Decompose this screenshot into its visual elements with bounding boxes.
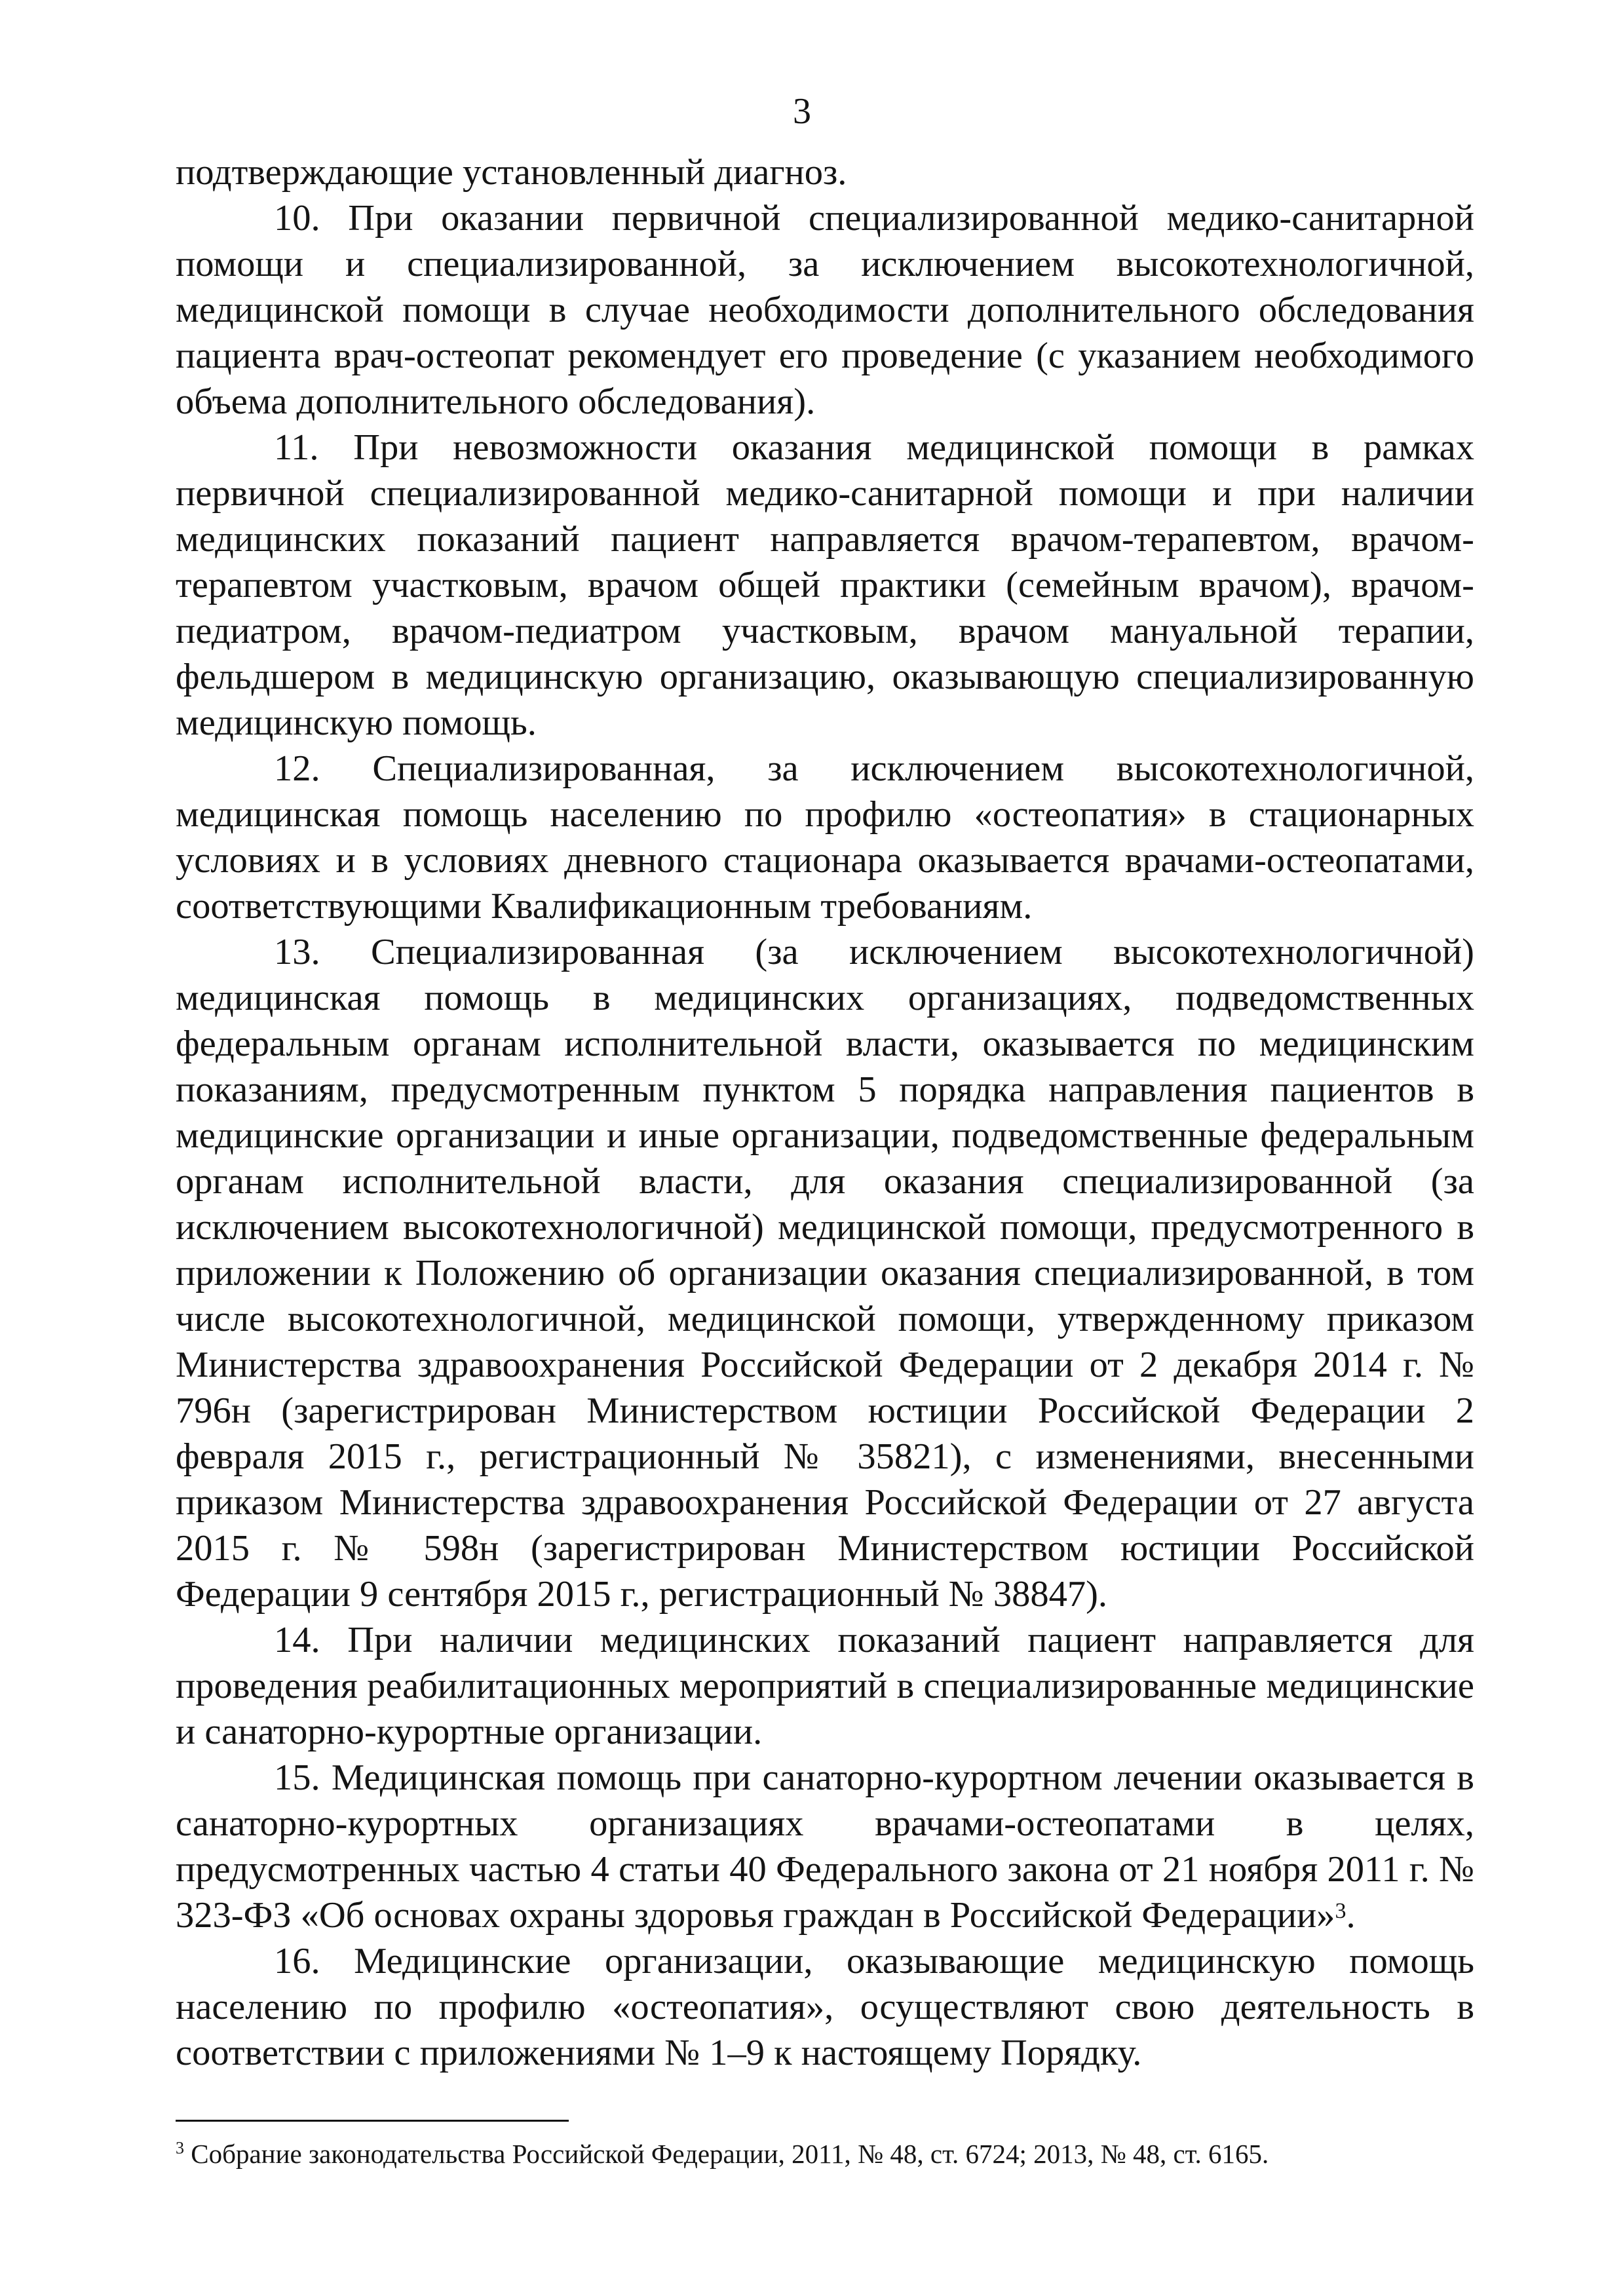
paragraph-15-tail: . [1346, 1895, 1356, 1936]
paragraph-10: 10. При оказании первичной специализированной медико-санитарной помощи и специализированной, за исключением высокотехнологичной, медицинской помощи в случае необходимости дополнительного обследования пациента врач-остеопат рекомендует его проведение (с указанием необходимого объема дополнительного обследования). [176, 198, 1474, 422]
footnote-marker: 3 [176, 2138, 184, 2158]
paragraph-15 [176, 1755, 1474, 1938]
paragraph-14: 14. При наличии медицинских показаний пациент направляется для проведения реабилитационных мероприятий в специализированные медицинские и санаторно-курортные организации. [176, 1620, 1474, 1752]
paragraph-16: 16. Медицинские организации, оказывающие медицинскую помощь населению по профилю «остеопатия», осуществляют свою деятельность в соответствии с приложениями № 1–9 к настоящему Порядку. [176, 1941, 1474, 2073]
paragraph-15-text: 15. Медицинская помощь при санаторно-курортном лечении оказывается в санаторно-курортных организациях врачами-остеопатами в целях, предусмотренных частью 4 статьи 40 Федерального закона от 21 ноября 2011 г. № 323-ФЗ «Об основах охраны здоровья граждан в Российской Федерации» [176, 1757, 1474, 1936]
footnote-separator [176, 2120, 569, 2122]
footnote-reference: 3 [1335, 1899, 1346, 1924]
paragraph-13: 13. Специализированная (за исключением высокотехнологичной) медицинская помощь в медицинских организациях, подведомственных федеральным органам исполнительной власти, оказывается по медицинским показаниям, предусмотренным пунктом 5 порядка направления пациентов в медицинские организации и иные организации, подведомственные федеральным органам исполнительной власти, для оказания специализированной (за исключением высокотехнологичной) медицинской помощи, предусмотренного в приложении к Положению об организации оказания специализированной, в том числе высокотехнологичной, медицинской помощи, утвержденному приказом Министерства здравоохранения Российской Федерации от 2 декабря 2014 г. № 796н (зарегистрирован Министерством юстиции Российской Федерации 2 февраля 2015 г., регистрационный № 35821), с изменениями, внесенными приказом Министерства здравоохранения Российской Федерации от 27 августа 2015 г. № 598н (зарегистрирован Министерством юстиции Российской Федерации 9 сентября 2015 г., регистрационный № 38847). [176, 932, 1474, 1615]
paragraph-11: 11. При невозможности оказания медицинской помощи в рамках первичной специализированной медико-санитарной помощи и при наличии медицинских показаний пациент направляется врачом-терапевтом, врачом-терапевтом участковым, врачом общей практики (семейным врачом), врачом-педиатром, врачом-педиатром участковым, врачом мануальной терапии, фельдшером в медицинскую организацию, оказывающую специализированную медицинскую помощь. [176, 427, 1474, 743]
paragraph-12: 12. Специализированная, за исключением высокотехнологичной, медицинская помощь населению по профилю «остеопатия» в стационарных условиях и в условиях дневного стационара оказывается врачами-остеопатами, соответствующими Квалификационным требованиям. [176, 748, 1474, 927]
footnote-text: Собрание законодательства Российской Федерации, 2011, № 48, ст. 6724; 2013, № 48, ст. 6165. [184, 2139, 1269, 2169]
footnote [176, 2137, 1474, 2170]
continuation-line: подтверждающие установленный диагноз. [176, 152, 847, 193]
document-body [176, 149, 1474, 2076]
page-number: 3 [793, 91, 811, 132]
